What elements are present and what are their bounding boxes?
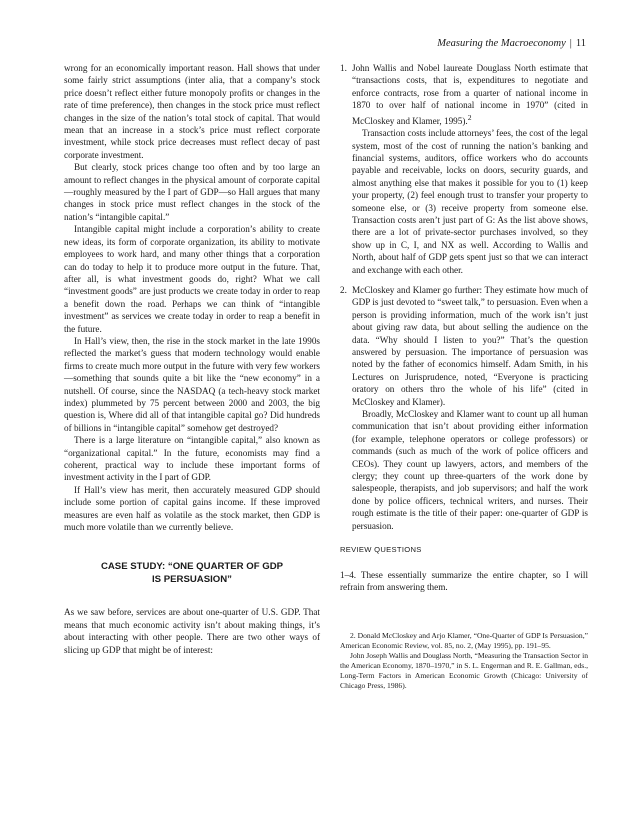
list-item-persuasion (340, 284, 588, 532)
list-item-transactions (340, 62, 588, 276)
review-questions-heading: REVIEW QUESTIONS (340, 545, 422, 555)
list-item-text: John Wallis and Nobel laureate Douglass North estimate that “transactions costs, that is, expenditures to negotiate and enforce contracts, rose from a quarter of national income in 1870 to over half of national income in 1970” (cited in McCloskey and Klamer, 1995). (352, 63, 588, 126)
list-item-paragraph (352, 62, 588, 127)
footnotes (340, 631, 588, 691)
right-column (340, 62, 588, 691)
paragraph-literature: There is a large literature on “intangible capital,” also known as “organizational capital.” In the future, economists may find a coherent, practical way to include these important forms of investment activity in the I part of GDP. (64, 435, 320, 483)
left-column (64, 62, 320, 656)
paragraph-stock-prices: But clearly, stock prices change too often and by too large an amount to reflect changes in the physical amount of corporate capital—roughly measured by the I part of GDP—so Hall argues that many changes in stock price must reflect changes in the stock of the nation’s “intangible capital.” (64, 162, 320, 222)
case-study-heading-line2: IS PERSUASION” (152, 573, 232, 585)
paragraph-intangible-capital: Intangible capital might include a corporation’s ability to create new ideas, its form of corporate organization, its ability to motivate employees to work hard, and many other things that a corporation can do today to help it to produce more output in the future. That, after all, is what investment goods do, right? What we call “investment goods” are just products we create today in order to reap a benefit down the road. Perhaps we can think of “intangible investment” as services we create today in order to reap a benefit in the future. (64, 224, 320, 334)
list-item-paragraph: Transaction costs include attorneys’ fees, the cost of the legal system, most of the cost of running the nation’s banking and financial systems, auditors, office workers who do accounts payable and receivable, locks on doors, security guards, and almost anything else that makes it possible for you to (1) keep your property, (2) feel enough trust to transfer your property to someone else, or (3) receive property from someone else. Transaction costs aren’t just part of G: As the list above shows, there are a lot of private-sector purchases involved, so they show up in C, I, and NX as well. According to Wallis and North, about half of GDP gets spent just so that we can interact and exchange with each other. (352, 128, 588, 275)
case-study-heading (64, 561, 320, 586)
paragraph-services-quarter: As we saw before, services are about one-quarter of U.S. GDP. That means that much economic activity isn’t about making things, it’s about interacting with other people. There are two other ways of slicing up GDP that might be of interest: (64, 607, 320, 655)
paragraph-halls-view: In Hall’s view, then, the rise in the stock market in the late 1990s reflected the market’s guess that modern technology would enable firms to create much more output in the future with very few workers—something that sounds quite a bit like the “new economy” in a nutshell. Of course, since the NASDAQ (a tech-heavy stock market index) plummeted by 75 percent between 2000 and 2003, the big question is, Where did all of that intangible capital go? Did hundreds of billions in “intangible capital” somehow get destroyed? (64, 335, 320, 433)
case-study-heading-line1: CASE STUDY: “ONE QUARTER OF GDP (100, 561, 284, 573)
page-number: 11 (575, 38, 586, 49)
running-header (437, 38, 586, 49)
footnote: John Joseph Wallis and Douglass North, “Measuring the Transaction Sector in the American Economy, 1870–1970,” in S. L. Engerman and R. E. Gallman, eds., Long-Term Factors in American Economic Growth (Chicago: University of Chicago Press, 1986). (340, 651, 588, 691)
running-header-title: Measuring the Macroeconomy (437, 38, 566, 49)
footnote: 2. Donald McCloskey and Arjo Klamer, “One-Quarter of GDP Is Persuasion,” American Economic Review, vol. 85, no. 2, (May 1995), pp. 191–95. (340, 631, 588, 651)
list-number: 2. (340, 284, 347, 295)
review-questions-text: 1–4. These essentially summarize the entire chapter, so I will refrain from answering them. (340, 569, 588, 592)
header-separator: | (569, 38, 572, 49)
paragraph-capital-gains: If Hall’s view has merit, then accurately measured GDP should include some portion of capital gains income. If these improved measures are even half as volatile as the stock market, then GDP is much more volatile than we currently believe. (64, 484, 320, 533)
paragraph-hall-intro: wrong for an economically important reason. Hall shows that under some fairly strict assumptions (inter alia, that a company’s stock price doesn’t reflect either future monopoly profits or changes in the rate of time preference), then changes in the stock price must reflect changes in the size of the nation’s total stock of capital. That would mean that an increase in a stock’s price must reflect corporate investment, while stock price decreases must reflect decay of past corporate investment. (64, 63, 320, 160)
list-item-paragraph: Broadly, McCloskey and Klamer want to count up all human communication that isn’t about providing either information (for example, telephone operators or college professors) or commands (such as much of the work of police officers and CEOs). They count up lawyers, actors, and members of the clergy; they count up three-quarters of the work done by salespeople, therapists, and job supervisors; and half the work done by police officers, technical writers, and nurses. Their rough estimate is the title of their paper: one-quarter of GDP is persuasion. (352, 409, 588, 531)
footnote-marker: 2 (467, 112, 472, 122)
list-item-paragraph: McCloskey and Klamer go further: They estimate how much of GDP is just devoted to “sweet talk,” to persuasion. Even when a person is providing information, much of the work isn’t just about giving raw data, but about selling the audience on the data. “Why should I listen to you?” That’s the question answered by persuasion. The importance of persuasion was noted by the father of economics himself. Adam Smith, in his Lectures on Jurisprudence, noted, “Everyone is practicing oratory on others thro the whole of his life” (cited in McCloskey and Klamer). (352, 284, 588, 407)
list-number: 1. (340, 63, 347, 73)
